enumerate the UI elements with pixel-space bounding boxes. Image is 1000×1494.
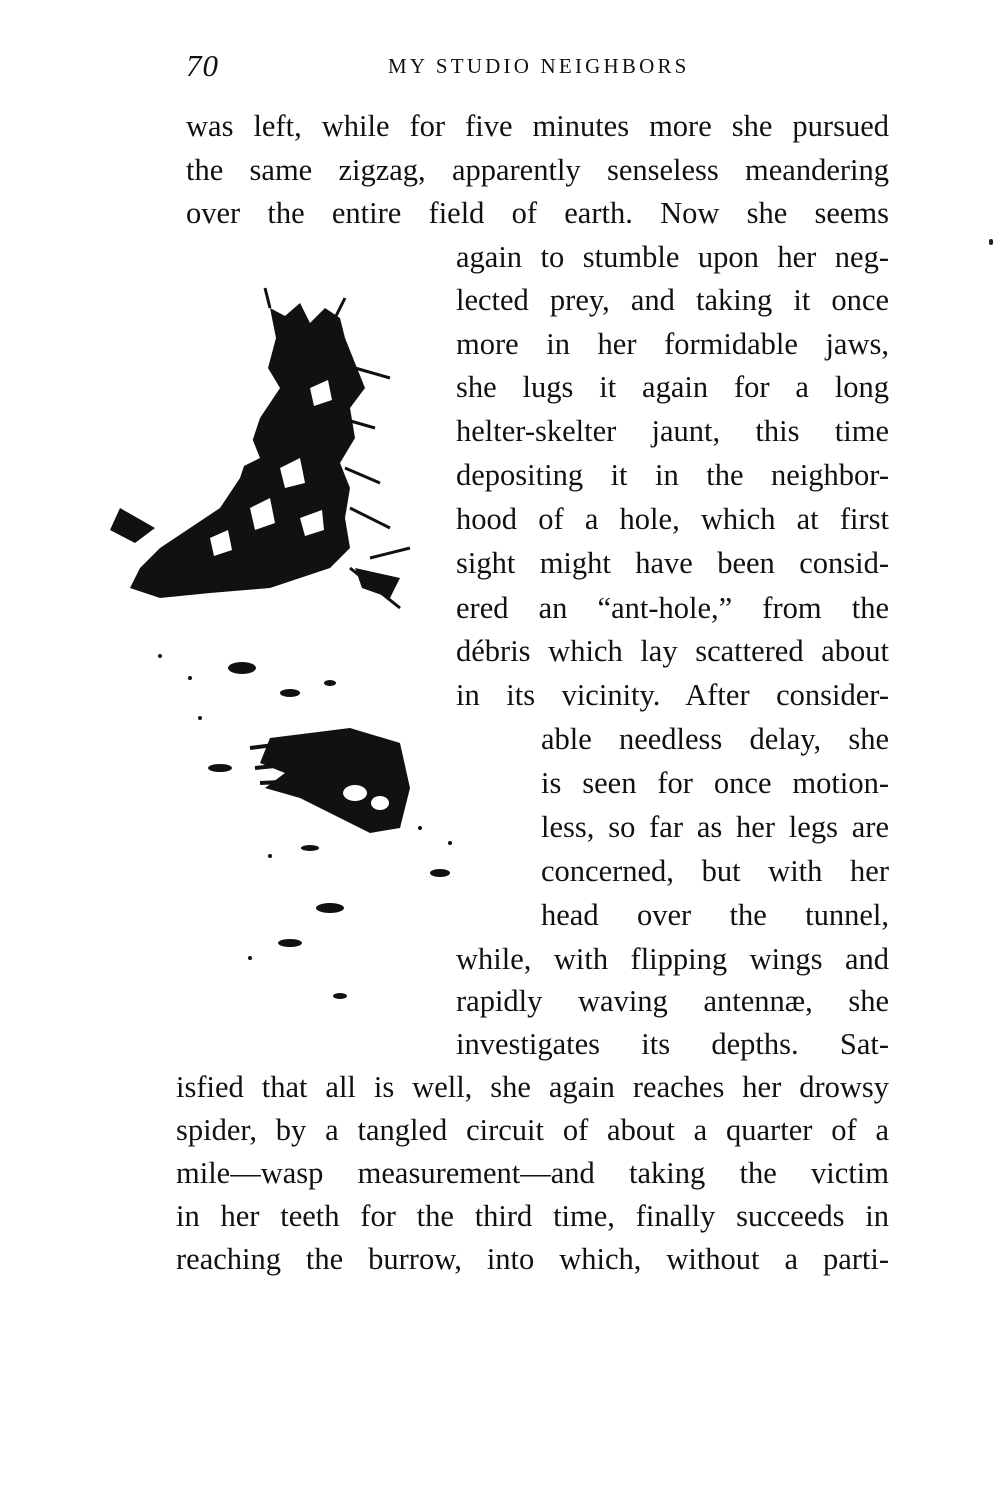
text-line: sight might have been consid- — [456, 546, 889, 580]
page-number: 70 — [186, 48, 219, 83]
text-line: investigates its depths. Sat- — [456, 1027, 889, 1061]
plant-clump — [110, 288, 410, 608]
text-line: the same zigzag, apparently senseless meandering — [186, 153, 889, 187]
text-line: less, so far as her legs are — [541, 810, 889, 844]
text-line: was left, while for five minutes more she pursued — [186, 109, 889, 143]
text-line: rapidly waving antennæ, she — [456, 984, 889, 1018]
debris-specks — [158, 654, 452, 999]
text-line: spider, by a tangled circuit of about a quarter of a — [176, 1113, 889, 1147]
text-line: again to stumble upon her neg- — [456, 240, 889, 274]
text-line: depositing it in the neighbor- — [456, 458, 889, 492]
text-line: able needless delay, she — [541, 722, 889, 756]
text-line: over the entire field of earth. Now she seems — [186, 196, 889, 230]
text-line: concerned, but with her — [541, 854, 889, 888]
text-line: débris which lay scattered about — [456, 634, 889, 668]
wasp-and-spider — [250, 728, 410, 833]
text-line: hood of a hole, which at first — [456, 502, 889, 536]
text-line: helter-skelter jaunt, this time — [456, 414, 889, 448]
text-line: is seen for once motion- — [541, 766, 889, 800]
text-line: isfied that all is well, she again reaches her drowsy — [176, 1070, 889, 1104]
text-line: while, with flipping wings and — [456, 942, 889, 976]
text-line: more in her formidable jaws, — [456, 327, 889, 361]
text-line: mile—wasp measurement—and taking the victim — [176, 1156, 889, 1190]
ink-speck — [989, 239, 993, 245]
text-line: head over the tunnel, — [541, 898, 889, 932]
text-line: lected prey, and taking it once — [456, 283, 889, 317]
running-head: MY STUDIO NEIGHBORS — [388, 54, 690, 78]
text-line: in its vicinity. After consider- — [456, 678, 889, 712]
text-line: ered an “ant-hole,” from the — [456, 591, 889, 625]
text-line: she lugs it again for a long — [456, 370, 889, 404]
text-line: in her teeth for the third time, finally succeeds in — [176, 1199, 889, 1233]
text-line: reaching the burrow, into which, without a parti- — [176, 1242, 889, 1276]
